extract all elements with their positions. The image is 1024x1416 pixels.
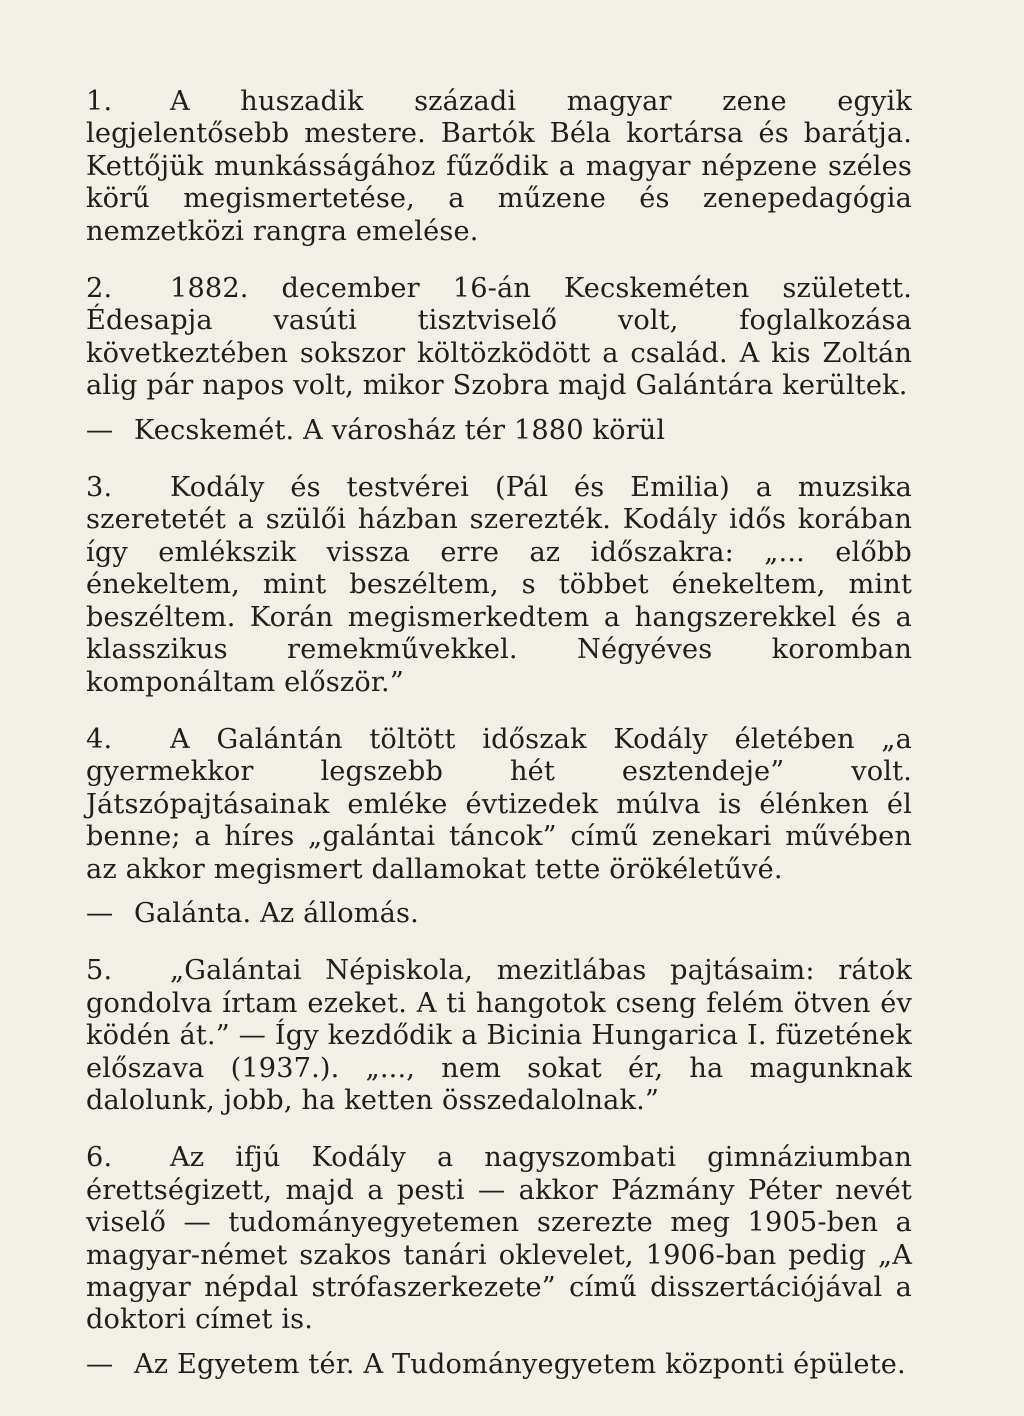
entry-text: 1882. december 16-án Kecskeméten született. Édesapja vasúti tisztviselő volt, foglalkozása következtében sokszor költözködött a család. A kis Zoltán alig pár napos volt, mikor Szobra majd Galántára kerültek. — [86, 273, 912, 402]
caption-text: Az Egyetem tér. A Tudományegyetem központi épülete. — [134, 1348, 906, 1380]
entry-5 — [86, 955, 912, 1117]
entry-number: 5. — [86, 955, 113, 987]
caption-dash: — — [86, 897, 114, 929]
document-page — [86, 86, 912, 1381]
entry-3 — [86, 472, 912, 699]
photo-caption — [86, 1349, 912, 1381]
paragraph — [86, 955, 912, 1117]
paragraph — [86, 724, 912, 886]
entry-number: 6. — [86, 1142, 113, 1174]
caption-text: Galánta. Az állomás. — [134, 897, 419, 929]
entry-number: 2. — [86, 273, 113, 305]
caption-text: Kecskemét. A városház tér 1880 körül — [134, 414, 666, 446]
entry-text: Kodály és testvérei (Pál és Emilia) a muzsika szeretetét a szülői házban szerezték. Kodály idős korában így emlékszik vissza erre az időszakra: „... előbb énekeltem, mint beszéltem, s többet énekeltem, mint beszéltem. Korán megismerkedtem a hangszerekkel és a klasszikus remekművekkel. Négyéves koromban komponáltam először.” — [86, 472, 912, 698]
entry-text: A Galántán töltött időszak Kodály életében „a gyermekkor legszebb hét esztendeje” volt. Játszópajtásainak emléke évtizedek múlva is élénken él benne; a híres „galántai táncok” című zenekari művében az akkor megismert dallamokat tette örökéletűvé. — [86, 723, 912, 885]
paragraph — [86, 1142, 912, 1336]
paragraph — [86, 273, 912, 403]
photo-caption — [86, 898, 912, 930]
caption-dash: — — [86, 414, 114, 446]
entry-number: 3. — [86, 472, 113, 504]
entry-2 — [86, 273, 912, 447]
entry-4 — [86, 724, 912, 930]
entry-number: 4. — [86, 723, 113, 755]
caption-dash: — — [86, 1348, 114, 1380]
entry-text: Az ifjú Kodály a nagyszombati gimnáziumban érettségizett, majd a pesti — akkor Pázmány Péter nevét viselő — tudományegyetemen szerezte meg 1905-ben a magyar-német szakos tanári oklevelet, 1906-ban pedig „A magyar népdal strófaszerkezete” című disszertációjával a doktori címet is. — [86, 1142, 912, 1336]
entry-text: A huszadik századi magyar zene egyik legjelentősebb mestere. Bartók Béla kortársa és barátja. Kettőjük munkásságához fűződik a magyar népzene széles körű megismertetése, a műzene és zenepedagógia nemzetközi rangra emelése. — [86, 86, 912, 247]
photo-caption — [86, 415, 912, 447]
entry-6 — [86, 1142, 912, 1381]
paragraph — [86, 472, 912, 699]
entry-text: „Galántai Népiskola, mezitlábas pajtásaim: rátok gondolva írtam ezeket. A ti hangotok cseng felém ötven év ködén át.” — Így kezdődik a Bicinia Hungarica I. füzetének előszava (1937.). „..., nem sokat ér, ha magunknak dalolunk, jobb, ha ketten összedalolnak.” — [86, 955, 912, 1116]
paragraph — [86, 86, 912, 248]
entry-1 — [86, 86, 912, 248]
entry-number: 1. — [86, 86, 113, 117]
